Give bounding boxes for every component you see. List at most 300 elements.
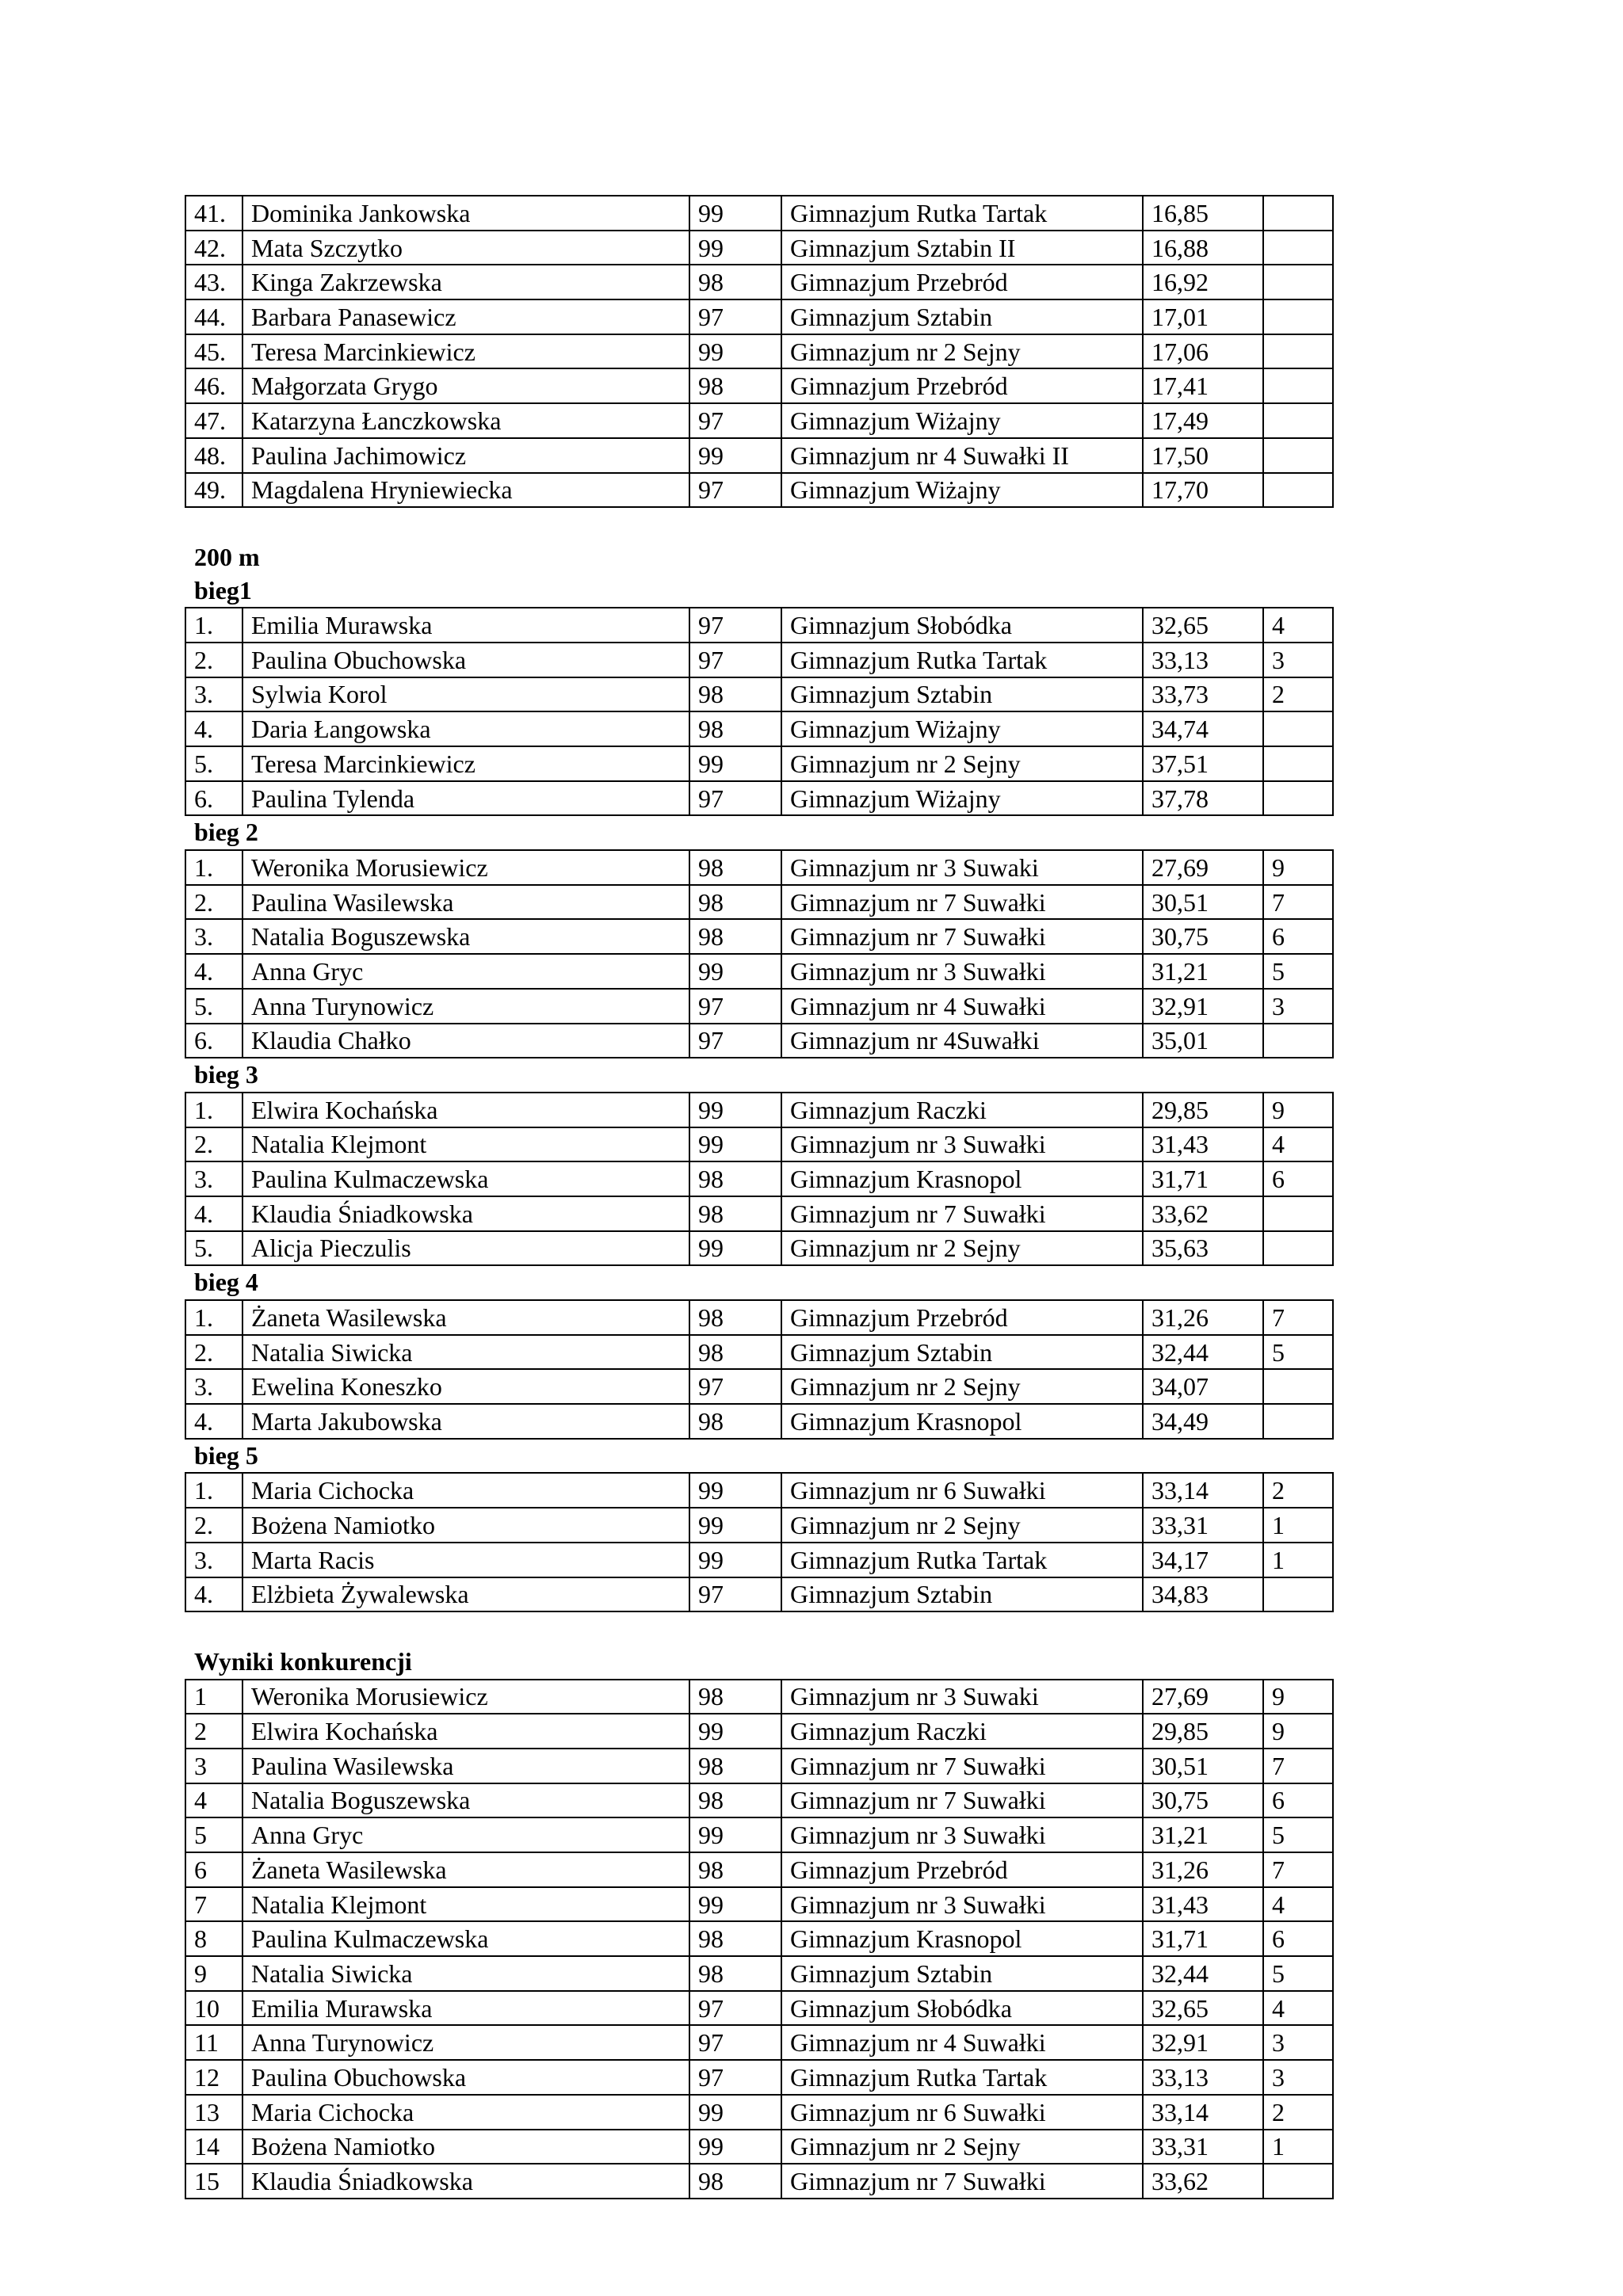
school-cell: Gimnazjum Sztabin [781,1335,1143,1370]
name-cell: Anna Turynowicz [242,2025,689,2060]
table-row [185,885,1333,920]
school-cell: Gimnazjum Sztabin [781,677,1143,712]
points-cell: 4 [1263,1127,1333,1162]
table-row [185,2095,1333,2130]
table-row [185,403,1333,438]
points-cell: 3 [1263,2025,1333,2060]
time-cell: 16,88 [1143,231,1263,265]
name-cell: Paulina Obuchowska [242,643,689,677]
school-cell: Gimnazjum nr 3 Suwałki [781,1127,1143,1162]
section-heading: bieg1 [194,575,252,605]
place-cell: 42. [185,231,242,265]
name-cell: Emilia Murawska [242,1991,689,2026]
points-cell [1263,196,1333,231]
points-cell [1263,1577,1333,1612]
time-cell: 31,71 [1143,1161,1263,1196]
section-spacer [185,1612,1332,1646]
table-row [185,1543,1333,1577]
time-cell: 27,69 [1143,850,1263,885]
name-cell: Bożena Namiotko [242,2130,689,2164]
year-cell: 99 [689,196,781,231]
school-cell: Gimnazjum Raczki [781,1093,1143,1127]
place-cell: 15 [185,2164,242,2199]
name-cell: Natalia Boguszewska [242,919,689,954]
school-cell: Gimnazjum Słobódka [781,1991,1143,2026]
school-cell: Gimnazjum nr 6 Suwałki [781,2095,1143,2130]
results-document [185,195,1332,2199]
time-cell: 34,17 [1143,1543,1263,1577]
place-cell: 2. [185,1335,242,1370]
year-cell: 98 [689,2164,781,2199]
year-cell: 99 [689,1473,781,1508]
year-cell: 97 [689,403,781,438]
section-heading: Wyniki konkurencji [194,1646,412,1676]
time-cell: 30,75 [1143,919,1263,954]
points-cell: 5 [1263,1956,1333,1991]
year-cell: 99 [689,438,781,473]
place-cell: 4. [185,954,242,989]
time-cell: 33,13 [1143,643,1263,677]
name-cell: Daria Łangowska [242,711,689,746]
section-heading: bieg 2 [194,818,258,847]
table-row [185,2164,1333,2199]
place-cell: 14 [185,2130,242,2164]
name-cell: Paulina Jachimowicz [242,438,689,473]
time-cell: 34,74 [1143,711,1263,746]
school-cell: Gimnazjum Wiżajny [781,711,1143,746]
school-cell: Gimnazjum Raczki [781,1714,1143,1749]
points-cell: 2 [1263,2095,1333,2130]
place-cell: 6. [185,781,242,816]
place-cell: 1. [185,850,242,885]
table-row [185,196,1333,231]
name-cell: Weronika Morusiewicz [242,850,689,885]
year-cell: 99 [689,1093,781,1127]
place-cell: 3 [185,1749,242,1783]
name-cell: Żaneta Wasilewska [242,1852,689,1887]
time-cell: 32,44 [1143,1335,1263,1370]
results-table [185,195,1334,508]
name-cell: Dominika Jankowska [242,196,689,231]
points-cell: 6 [1263,919,1333,954]
points-cell: 7 [1263,1300,1333,1335]
place-cell: 49. [185,473,242,508]
results-table [185,1472,1334,1612]
table-row [185,1161,1333,1196]
time-cell: 29,85 [1143,1093,1263,1127]
place-cell: 1 [185,1680,242,1714]
year-cell: 97 [689,299,781,334]
time-cell: 37,51 [1143,746,1263,781]
school-cell: Gimnazjum nr 2 Sejny [781,1508,1143,1543]
points-cell: 5 [1263,954,1333,989]
place-cell: 6 [185,1852,242,1887]
place-cell: 1. [185,1473,242,1508]
school-cell: Gimnazjum Sztabin [781,1577,1143,1612]
time-cell: 32,65 [1143,608,1263,643]
year-cell: 99 [689,334,781,369]
year-cell: 99 [689,954,781,989]
table-row [185,473,1333,508]
results-table [185,1092,1334,1266]
table-row [185,1024,1333,1058]
points-cell: 4 [1263,1887,1333,1922]
school-cell: Gimnazjum Przebród [781,1852,1143,1887]
school-cell: Gimnazjum nr 2 Sejny [781,1369,1143,1404]
points-cell [1263,334,1333,369]
table-row [185,1887,1333,1922]
time-cell: 33,62 [1143,2164,1263,2199]
name-cell: Marta Racis [242,1543,689,1577]
points-cell [1263,1024,1333,1058]
school-cell: Gimnazjum Krasnopol [781,1921,1143,1956]
table-row [185,1093,1333,1127]
points-cell: 5 [1263,1335,1333,1370]
points-cell: 7 [1263,885,1333,920]
year-cell: 98 [689,1404,781,1439]
points-cell: 1 [1263,1543,1333,1577]
name-cell: Paulina Wasilewska [242,1749,689,1783]
time-cell: 16,85 [1143,196,1263,231]
points-cell [1263,438,1333,473]
time-cell: 31,43 [1143,1127,1263,1162]
name-cell: Marta Jakubowska [242,1404,689,1439]
year-cell: 98 [689,711,781,746]
school-cell: Gimnazjum Przebród [781,265,1143,299]
school-cell: Gimnazjum Sztabin II [781,231,1143,265]
name-cell: Anna Gryc [242,954,689,989]
place-cell: 12 [185,2060,242,2095]
points-cell: 9 [1263,850,1333,885]
school-cell: Gimnazjum nr 2 Sejny [781,2130,1143,2164]
table-row [185,711,1333,746]
table-row [185,919,1333,954]
place-cell: 10 [185,1991,242,2026]
place-cell: 4. [185,711,242,746]
points-cell: 2 [1263,1473,1333,1508]
name-cell: Maria Cichocka [242,1473,689,1508]
school-cell: Gimnazjum Wiżajny [781,781,1143,816]
table-row [185,1369,1333,1404]
year-cell: 97 [689,643,781,677]
table-row [185,677,1333,712]
place-cell: 2 [185,1714,242,1749]
points-cell: 3 [1263,989,1333,1024]
name-cell: Elwira Kochańska [242,1714,689,1749]
points-cell [1263,403,1333,438]
place-cell: 3. [185,919,242,954]
name-cell: Bożena Namiotko [242,1508,689,1543]
table-row [185,1335,1333,1370]
table-row [185,2025,1333,2060]
school-cell: Gimnazjum nr 7 Suwałki [781,1783,1143,1818]
place-cell: 45. [185,334,242,369]
school-cell: Gimnazjum nr 4Suwałki [781,1024,1143,1058]
name-cell: Żaneta Wasilewska [242,1300,689,1335]
results-table [185,849,1334,1058]
year-cell: 98 [689,1300,781,1335]
table-row [185,1680,1333,1714]
table-row [185,1196,1333,1231]
time-cell: 17,49 [1143,403,1263,438]
table-row [185,299,1333,334]
results-table [185,607,1334,816]
points-cell [1263,2164,1333,2199]
name-cell: Kinga Zakrzewska [242,265,689,299]
table-row [185,1749,1333,1783]
points-cell [1263,473,1333,508]
school-cell: Gimnazjum Rutka Tartak [781,1543,1143,1577]
name-cell: Paulina Wasilewska [242,885,689,920]
place-cell: 7 [185,1887,242,1922]
time-cell: 17,06 [1143,334,1263,369]
points-cell: 3 [1263,2060,1333,2095]
place-cell: 4. [185,1196,242,1231]
place-cell: 4. [185,1404,242,1439]
place-cell: 13 [185,2095,242,2130]
school-cell: Gimnazjum Przebród [781,368,1143,403]
table-row [185,1404,1333,1439]
time-cell: 32,91 [1143,989,1263,1024]
year-cell: 99 [689,1887,781,1922]
time-cell: 33,14 [1143,2095,1263,2130]
name-cell: Paulina Tylenda [242,781,689,816]
school-cell: Gimnazjum nr 2 Sejny [781,334,1143,369]
time-cell: 32,44 [1143,1956,1263,1991]
place-cell: 3. [185,677,242,712]
name-cell: Sylwia Korol [242,677,689,712]
points-cell: 9 [1263,1680,1333,1714]
school-cell: Gimnazjum Krasnopol [781,1161,1143,1196]
points-cell: 7 [1263,1749,1333,1783]
points-cell: 5 [1263,1817,1333,1852]
table-row [185,989,1333,1024]
table-row [185,368,1333,403]
year-cell: 99 [689,746,781,781]
place-cell: 4 [185,1783,242,1818]
name-cell: Weronika Morusiewicz [242,1680,689,1714]
year-cell: 97 [689,1024,781,1058]
school-cell: Gimnazjum nr 3 Suwałki [781,954,1143,989]
school-cell: Gimnazjum nr 2 Sejny [781,746,1143,781]
points-cell [1263,368,1333,403]
time-cell: 31,26 [1143,1852,1263,1887]
time-cell: 30,51 [1143,885,1263,920]
time-cell: 16,92 [1143,265,1263,299]
school-cell: Gimnazjum nr 7 Suwałki [781,1749,1143,1783]
table-row [185,746,1333,781]
name-cell: Mata Szczytko [242,231,689,265]
year-cell: 99 [689,2130,781,2164]
year-cell: 99 [689,1817,781,1852]
name-cell: Paulina Kulmaczewska [242,1161,689,1196]
time-cell: 31,71 [1143,1921,1263,1956]
points-cell [1263,746,1333,781]
year-cell: 98 [689,885,781,920]
name-cell: Elwira Kochańska [242,1093,689,1127]
table-row [185,608,1333,643]
year-cell: 99 [689,231,781,265]
year-cell: 98 [689,919,781,954]
points-cell [1263,711,1333,746]
school-cell: Gimnazjum nr 7 Suwałki [781,919,1143,954]
place-cell: 5. [185,1231,242,1266]
time-cell: 31,21 [1143,954,1263,989]
year-cell: 98 [689,1956,781,1991]
year-cell: 97 [689,989,781,1024]
year-cell: 99 [689,1127,781,1162]
table-row [185,231,1333,265]
time-cell: 33,31 [1143,1508,1263,1543]
year-cell: 97 [689,1577,781,1612]
table-row [185,334,1333,369]
school-cell: Gimnazjum nr 7 Suwałki [781,1196,1143,1231]
school-cell: Gimnazjum Sztabin [781,299,1143,334]
table-row [185,1577,1333,1612]
table-row [185,1783,1333,1818]
table-row [185,643,1333,677]
school-cell: Gimnazjum Rutka Tartak [781,643,1143,677]
place-cell: 5. [185,746,242,781]
results-table [185,1299,1334,1440]
year-cell: 98 [689,1161,781,1196]
place-cell: 4. [185,1577,242,1612]
table-row [185,265,1333,299]
year-cell: 98 [689,1335,781,1370]
points-cell: 2 [1263,677,1333,712]
school-cell: Gimnazjum nr 6 Suwałki [781,1473,1143,1508]
year-cell: 99 [689,1508,781,1543]
table-row [185,1508,1333,1543]
points-cell [1263,1231,1333,1266]
school-cell: Gimnazjum Przebród [781,1300,1143,1335]
table-row [185,1956,1333,1991]
year-cell: 99 [689,2095,781,2130]
name-cell: Klaudia Śniadkowska [242,2164,689,2199]
points-cell: 3 [1263,643,1333,677]
time-cell: 17,50 [1143,438,1263,473]
time-cell: 33,13 [1143,2060,1263,2095]
time-cell: 32,65 [1143,1991,1263,2026]
school-cell: Gimnazjum Krasnopol [781,1404,1143,1439]
time-cell: 34,49 [1143,1404,1263,1439]
table-row [185,1473,1333,1508]
school-cell: Gimnazjum nr 7 Suwałki [781,885,1143,920]
place-cell: 8 [185,1921,242,1956]
time-cell: 35,01 [1143,1024,1263,1058]
table-row [185,2060,1333,2095]
time-cell: 30,51 [1143,1749,1263,1783]
place-cell: 9 [185,1956,242,1991]
year-cell: 98 [689,1921,781,1956]
points-cell [1263,1196,1333,1231]
year-cell: 97 [689,473,781,508]
table-row [185,1852,1333,1887]
name-cell: Klaudia Chałko [242,1024,689,1058]
school-cell: Gimnazjum nr 4 Suwałki [781,989,1143,1024]
school-cell: Gimnazjum nr 4 Suwałki [781,2025,1143,2060]
place-cell: 2. [185,1127,242,1162]
table-row [185,2130,1333,2164]
name-cell: Emilia Murawska [242,608,689,643]
time-cell: 33,73 [1143,677,1263,712]
time-cell: 35,63 [1143,1231,1263,1266]
place-cell: 1. [185,1093,242,1127]
section-heading: bieg 4 [194,1268,258,1297]
year-cell: 97 [689,781,781,816]
time-cell: 17,01 [1143,299,1263,334]
time-cell: 30,75 [1143,1783,1263,1818]
time-cell: 17,41 [1143,368,1263,403]
name-cell: Alicja Pieczulis [242,1231,689,1266]
points-cell: 4 [1263,1991,1333,2026]
school-cell: Gimnazjum nr 3 Suwaki [781,850,1143,885]
points-cell: 6 [1263,1783,1333,1818]
time-cell: 32,91 [1143,2025,1263,2060]
place-cell: 5. [185,989,242,1024]
place-cell: 1. [185,608,242,643]
year-cell: 97 [689,608,781,643]
place-cell: 5 [185,1817,242,1852]
points-cell: 7 [1263,1852,1333,1887]
points-cell [1263,781,1333,816]
school-cell: Gimnazjum nr 2 Sejny [781,1231,1143,1266]
name-cell: Katarzyna Łanczkowska [242,403,689,438]
table-row [185,1127,1333,1162]
place-cell: 11 [185,2025,242,2060]
points-cell [1263,1369,1333,1404]
time-cell: 27,69 [1143,1680,1263,1714]
time-cell: 17,70 [1143,473,1263,508]
table-row [185,1921,1333,1956]
time-cell: 33,31 [1143,2130,1263,2164]
place-cell: 3. [185,1543,242,1577]
name-cell: Małgorzata Grygo [242,368,689,403]
name-cell: Anna Turynowicz [242,989,689,1024]
year-cell: 98 [689,1749,781,1783]
place-cell: 47. [185,403,242,438]
place-cell: 43. [185,265,242,299]
time-cell: 31,43 [1143,1887,1263,1922]
year-cell: 99 [689,1543,781,1577]
time-cell: 29,85 [1143,1714,1263,1749]
year-cell: 98 [689,1196,781,1231]
points-cell [1263,265,1333,299]
name-cell: Natalia Siwicka [242,1956,689,1991]
name-cell: Maria Cichocka [242,2095,689,2130]
points-cell: 4 [1263,608,1333,643]
place-cell: 44. [185,299,242,334]
name-cell: Magdalena Hryniewiecka [242,473,689,508]
points-cell [1263,1404,1333,1439]
year-cell: 99 [689,1714,781,1749]
year-cell: 98 [689,1852,781,1887]
name-cell: Paulina Obuchowska [242,2060,689,2095]
year-cell: 98 [689,677,781,712]
time-cell: 31,26 [1143,1300,1263,1335]
school-cell: Gimnazjum nr 7 Suwałki [781,2164,1143,2199]
school-cell: Gimnazjum Wiżajny [781,403,1143,438]
points-cell: 9 [1263,1093,1333,1127]
place-cell: 46. [185,368,242,403]
time-cell: 33,14 [1143,1473,1263,1508]
time-cell: 31,21 [1143,1817,1263,1852]
points-cell [1263,299,1333,334]
school-cell: Gimnazjum Wiżajny [781,473,1143,508]
year-cell: 98 [689,368,781,403]
time-cell: 37,78 [1143,781,1263,816]
name-cell: Anna Gryc [242,1817,689,1852]
